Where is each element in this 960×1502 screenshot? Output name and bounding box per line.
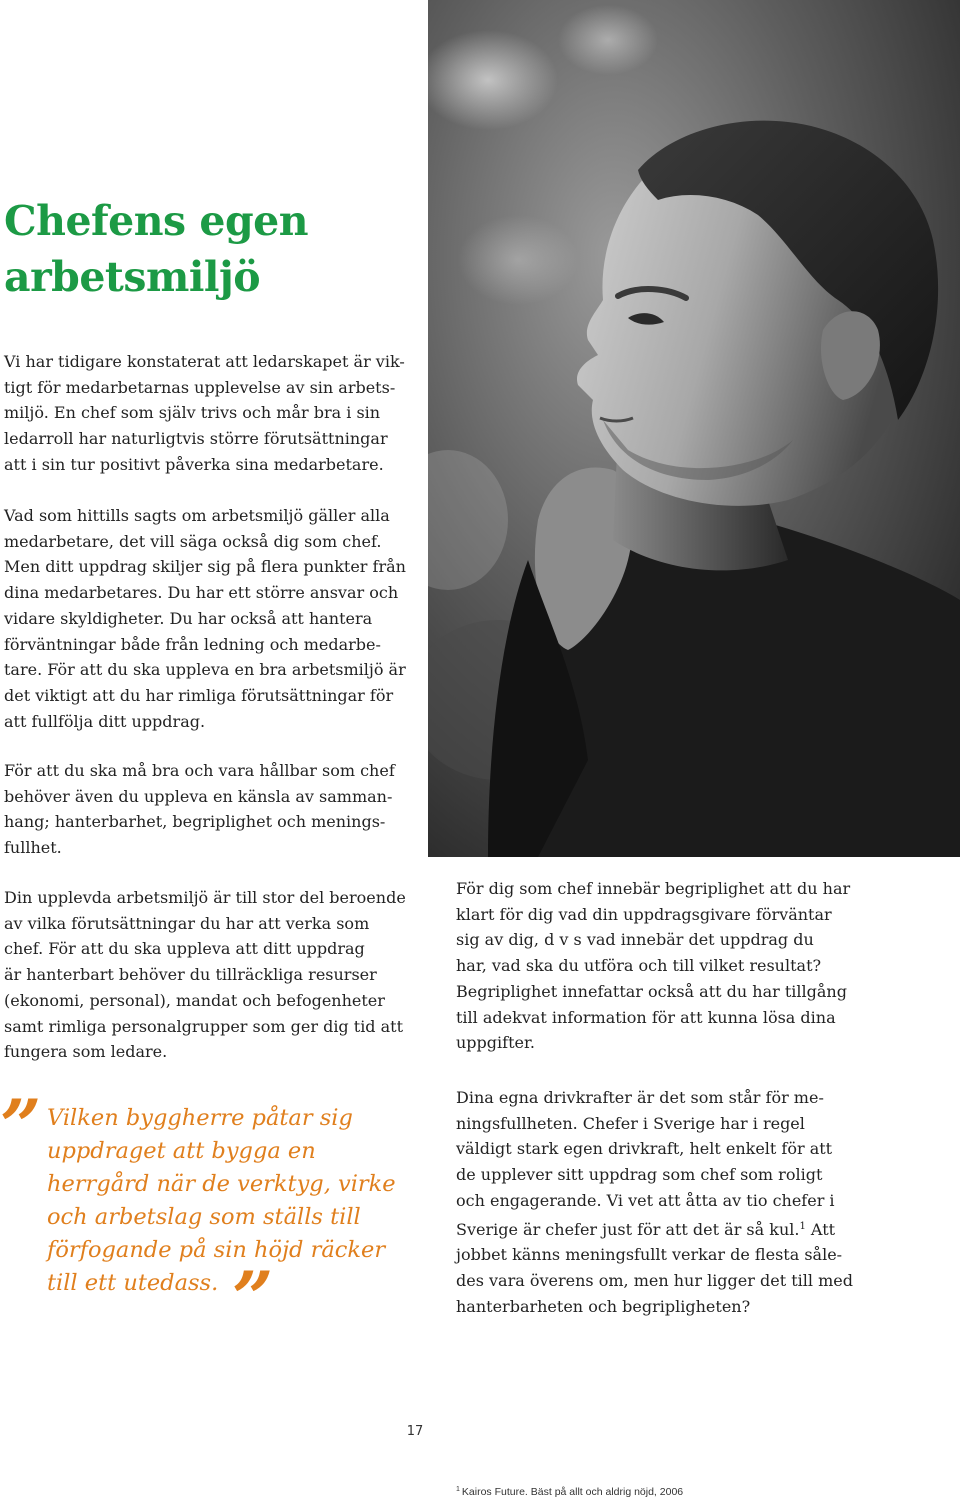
text-line: Dina egna drivkrafter är det som står för me- — [456, 1088, 824, 1107]
text-line-with-footnote — [456, 1214, 853, 1243]
body-paragraph-6 — [456, 1085, 853, 1319]
text-line: vidare skyldigheter. Du har också att hantera — [4, 608, 373, 628]
text-line: samt rimliga personalgrupper som ger dig tid att — [4, 1016, 404, 1036]
text-line: har, vad ska du utföra och till vilket resultat? — [456, 956, 822, 976]
text-line: ningsfullheten. Chefer i Sverige har i regel — [456, 1113, 805, 1133]
text-line: jobbet känns meningsfullt verkar de flesta såle- — [456, 1245, 843, 1265]
quote-line: herrgård när de verktyg, virke — [47, 1171, 396, 1197]
footnote-mark: 1 — [456, 1486, 460, 1493]
text-line: är hanterbart behöver du tillräckliga resurser — [4, 965, 377, 985]
text-line: tigt för medarbetarnas upplevelse av sin arbets- — [4, 377, 396, 397]
body-paragraph-5 — [456, 876, 850, 1056]
text-segment: Att — [805, 1219, 836, 1239]
body-paragraph-2 — [4, 503, 406, 734]
text-line: och engagerande. Vi vet att åtta av tio chefer i — [456, 1190, 835, 1210]
intro-paragraph — [4, 349, 405, 478]
text-line: behöver även du uppleva en känsla av samman- — [4, 786, 393, 806]
text-line: tare. För att du ska uppleva en bra arbetsmiljö är — [4, 660, 406, 680]
footnote — [456, 1486, 683, 1498]
text-line: För att du ska må bra och vara hållbar som chef — [4, 761, 395, 780]
text-line: väldigt stark egen drivkraft, helt enkelt för att — [456, 1139, 833, 1159]
text-line: hang; hanterbarhet, begriplighet och menings- — [4, 812, 386, 832]
text-line: Vad som hittills sagts om arbetsmiljö gäller alla — [4, 506, 390, 525]
text-line: uppgifter. — [456, 1033, 535, 1053]
portrait-illustration — [428, 0, 960, 857]
text-line: de upplever sitt uppdrag som chef som roligt — [456, 1165, 823, 1185]
text-line: dina medarbetares. Du har ett större ansvar och — [4, 583, 399, 603]
text-line: klart för dig vad din uppdragsgivare förväntar — [456, 904, 832, 924]
text-line: (ekonomi, personal), mandat och befogenheter — [4, 990, 385, 1010]
page-title — [4, 193, 404, 305]
text-line: Men ditt uppdrag skiljer sig på flera punkter från — [4, 557, 406, 577]
text-segment: Sverige är chefer just för att det är så kul. — [456, 1219, 800, 1239]
text-line: till adekvat information för att kunna lösa dina — [456, 1007, 836, 1027]
quote-line: Vilken byggherre påtar sig — [47, 1105, 353, 1131]
text-line: medarbetare, det vill säga också dig som chef. — [4, 531, 382, 551]
footnote-reference[interactable]: 1 — [799, 1220, 806, 1232]
text-line: miljö. En chef som själv trivs och mår bra i sin — [4, 403, 381, 423]
text-line: Begriplighet innefattar också att du har tillgång — [456, 981, 847, 1001]
text-line: hanterbarheten och begripligheten? — [456, 1296, 751, 1316]
open-quote-mark: ” — [0, 1083, 42, 1168]
pull-quote — [0, 1083, 425, 1340]
body-paragraph-3 — [4, 758, 395, 861]
page-number: 17 — [406, 1424, 424, 1439]
quote-line: uppdraget att bygga en — [47, 1138, 316, 1164]
text-line: att fullfölja ditt uppdrag. — [4, 711, 206, 731]
title-line-1: Chefens egen — [4, 197, 309, 245]
text-line: fullhet. — [4, 838, 62, 858]
text-line: För dig som chef innebär begriplighet att du har — [456, 879, 851, 898]
text-line: des vara överens om, men hur ligger det till med — [456, 1270, 853, 1290]
text-line: chef. För att du ska uppleva att ditt uppdrag — [4, 939, 365, 959]
text-line: sig av dig, d v s vad innebär det uppdrag du — [456, 930, 814, 950]
quote-line: till ett utedass. — [47, 1270, 219, 1296]
text-line: ledarroll har naturligtvis större förutsättningar — [4, 429, 388, 449]
text-line: Vi har tidigare konstaterat att ledarskapet är vik- — [4, 352, 405, 371]
text-line: det viktigt att du har rimliga förutsättningar för — [4, 685, 394, 705]
text-line: att i sin tur positivt påverka sina medarbetare. — [4, 454, 384, 474]
title-line-2: arbetsmiljö — [4, 253, 261, 301]
portrait-photo — [428, 0, 960, 857]
text-line: av vilka förutsättningar du har att verka som — [4, 913, 370, 933]
body-paragraph-4 — [4, 885, 406, 1065]
text-line: fungera som ledare. — [4, 1042, 168, 1062]
quote-text — [47, 1102, 396, 1300]
quote-line: och arbetslag som ställs till — [47, 1204, 361, 1230]
text-line: förväntningar både från ledning och medarbe- — [4, 634, 381, 654]
text-line: Din upplevda arbetsmiljö är till stor del beroende — [4, 888, 406, 907]
footnote-text: Kairos Future. Bäst på allt och aldrig nöjd, 2006 — [461, 1486, 684, 1498]
quote-line: förfogande på sin höjd räcker — [47, 1237, 386, 1263]
close-quote-mark: ” — [232, 1255, 274, 1340]
